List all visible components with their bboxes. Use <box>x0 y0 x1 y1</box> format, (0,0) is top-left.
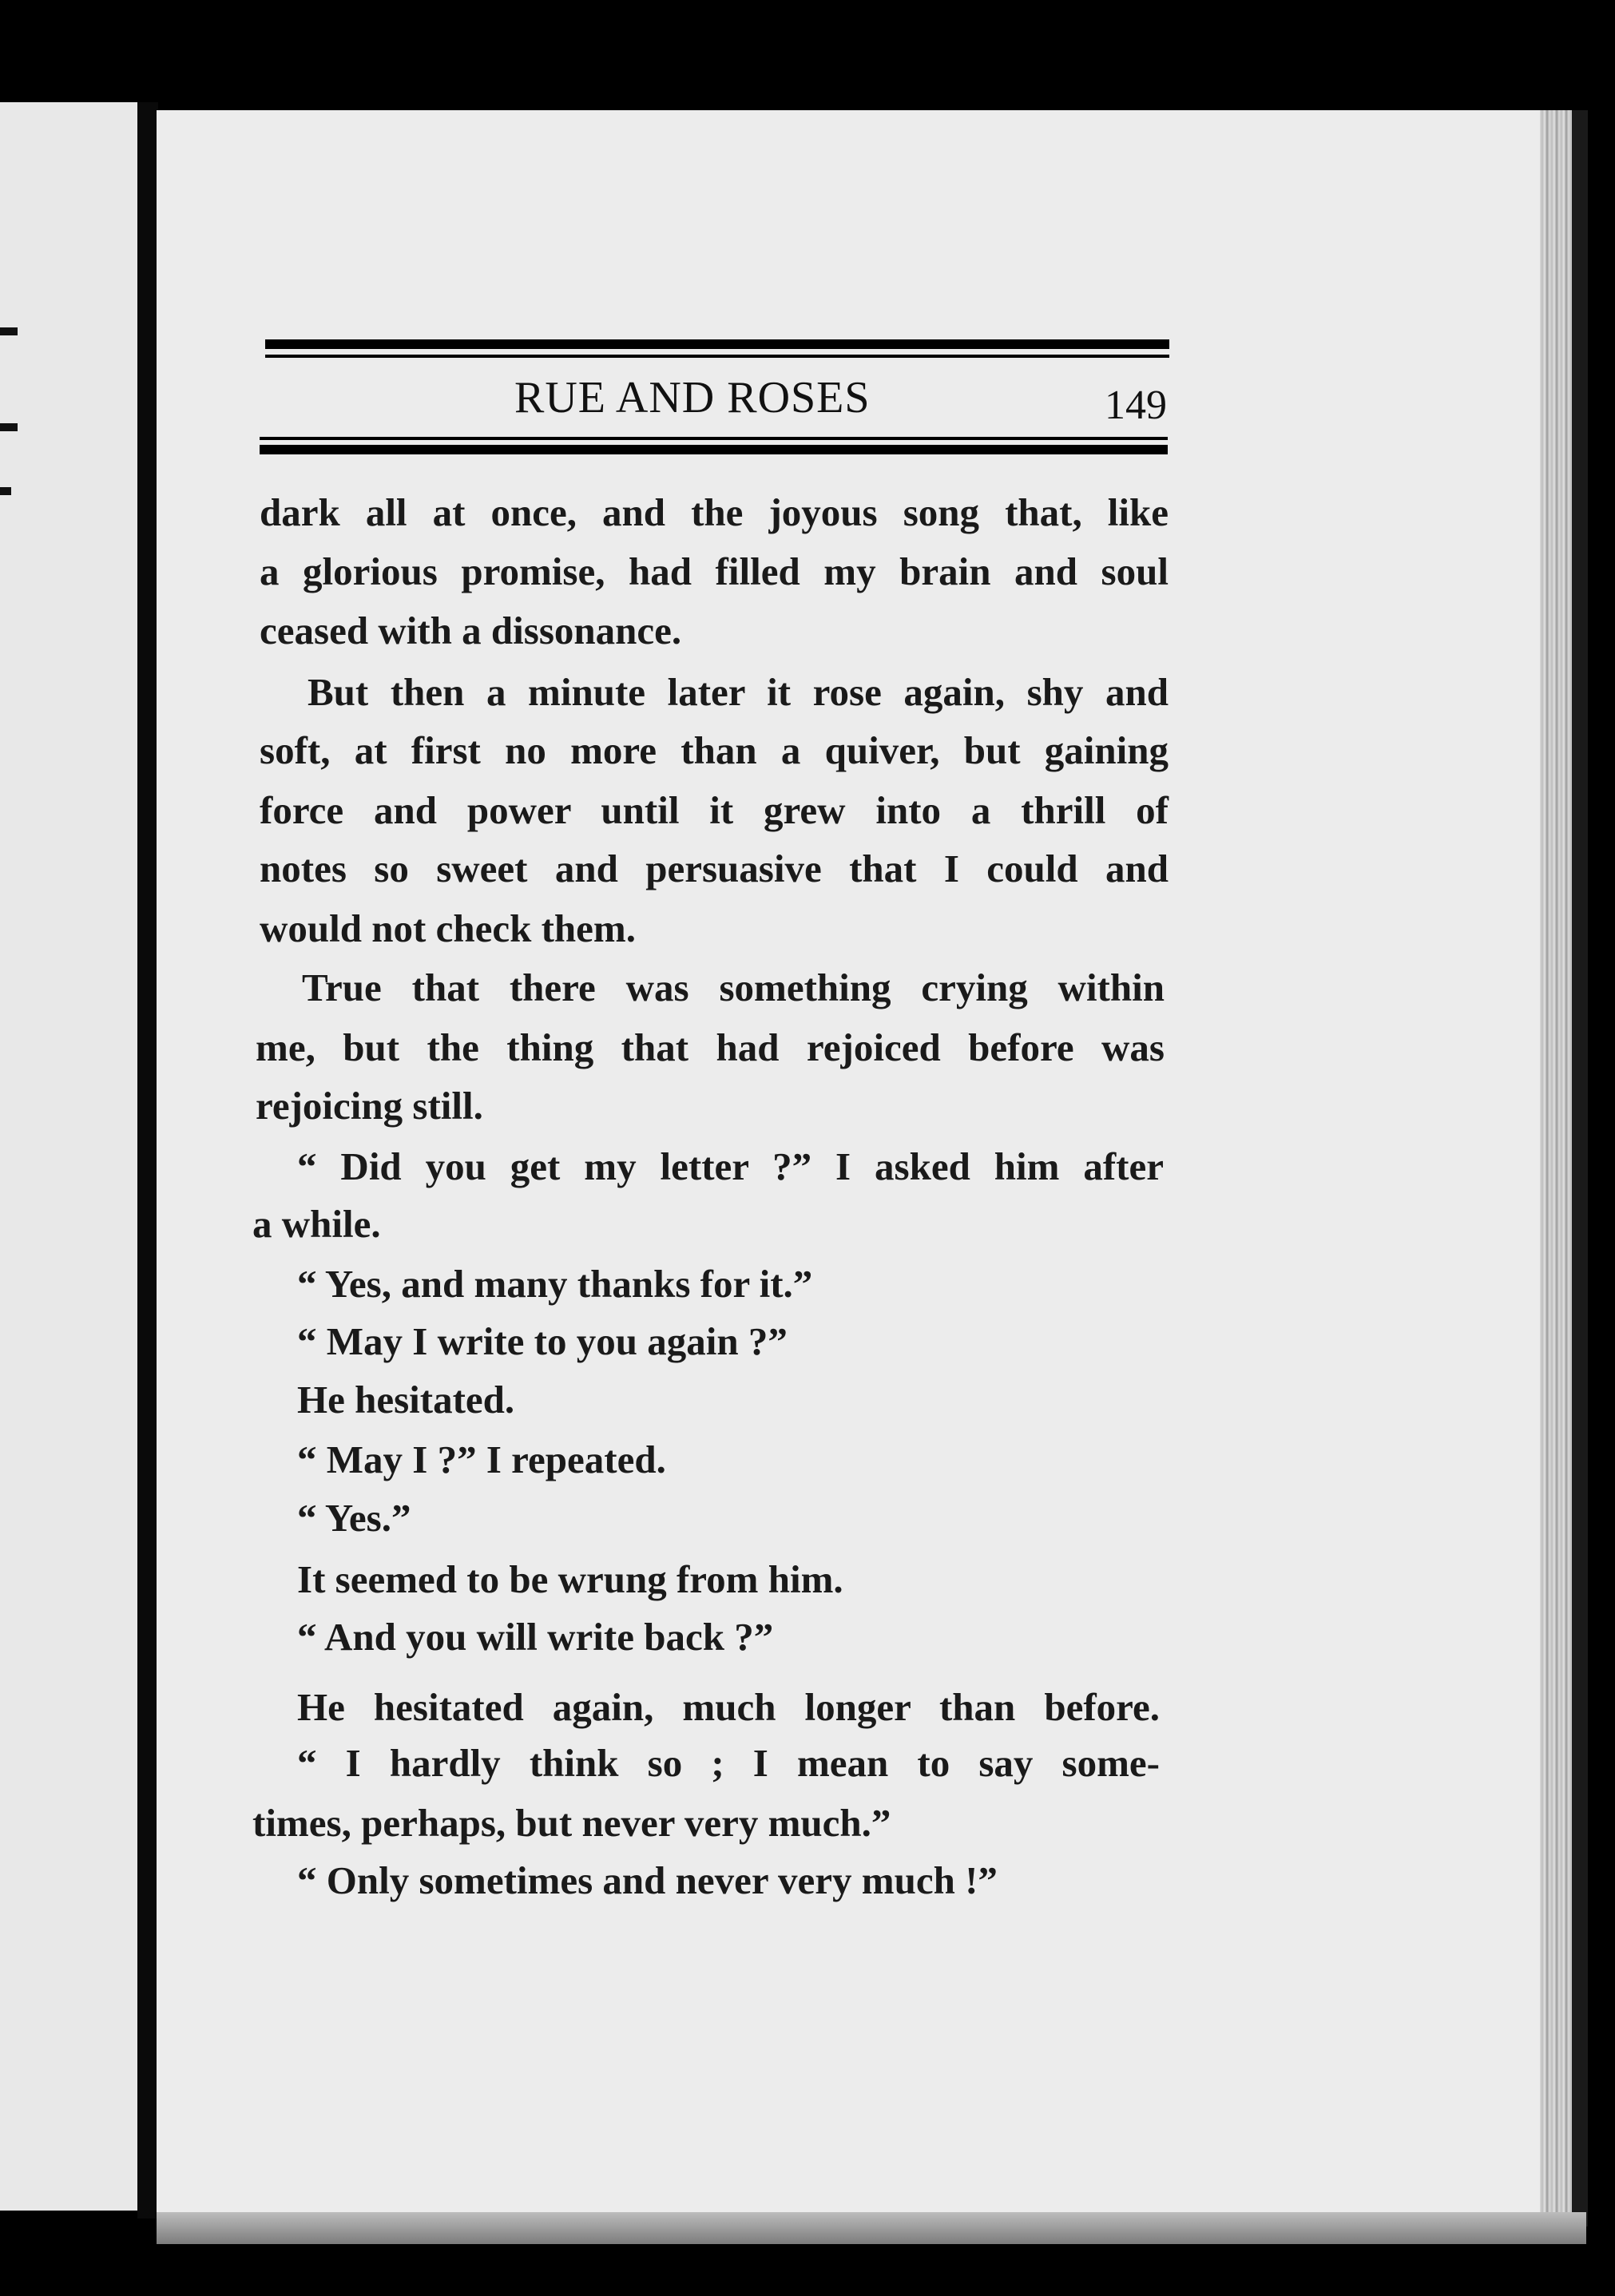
header-rule <box>265 355 1169 358</box>
header-rule <box>260 437 1168 440</box>
body-line: ceased with a dissonance. <box>260 609 682 652</box>
body-line: “ May I write to you again ?” <box>297 1319 788 1363</box>
body-line: notes so sweet and persuasive that I could and <box>260 847 1169 890</box>
body-line: “ And you will write back ?” <box>297 1615 774 1659</box>
body-line: He hesitated again, much longer than before. <box>297 1685 1160 1729</box>
header-rule <box>265 339 1169 349</box>
body-line: He hesitated. <box>297 1378 515 1422</box>
page-stack-edge <box>1540 110 1588 2227</box>
facing-page-mark <box>0 423 18 431</box>
body-line: force and power until it grew into a thrill of <box>260 788 1169 832</box>
body-line: would not check them. <box>260 906 636 950</box>
body-line: But then a minute later it rose again, shy and <box>308 670 1169 714</box>
body-line: times, perhaps, but never very much.” <box>252 1801 891 1845</box>
body-line: soft, at first no more than a quiver, but gaining <box>260 728 1169 772</box>
body-line: It seemed to be wrung from him. <box>297 1557 843 1601</box>
body-line: “ Did you get my letter ?” I asked him after <box>297 1144 1164 1188</box>
body-line: “ May I ?” I repeated. <box>297 1437 666 1481</box>
page-number: 149 <box>1105 383 1167 428</box>
page-bottom-shadow <box>157 2212 1586 2244</box>
body-line: “ Only sometimes and never very much !” <box>297 1858 998 1902</box>
facing-page-mark <box>0 327 18 335</box>
facing-page-edge <box>0 102 144 2211</box>
body-line: me, but the thing that had rejoiced before was <box>256 1025 1165 1069</box>
body-line: dark all at once, and the joyous song that, like <box>260 490 1169 534</box>
body-line: a glorious promise, had filled my brain and soul <box>260 549 1169 593</box>
book-gutter <box>137 102 158 2219</box>
body-line: “ Yes.” <box>297 1496 411 1540</box>
header-rule <box>260 445 1168 454</box>
facing-page-mark <box>0 487 11 495</box>
body-line: “ I hardly think so ; I mean to say some- <box>297 1741 1160 1785</box>
body-line: a while. <box>252 1202 381 1246</box>
body-line: rejoicing still. <box>256 1084 483 1128</box>
body-line: “ Yes, and many thanks for it.” <box>297 1262 813 1306</box>
body-line: True that there was something crying within <box>302 966 1165 1009</box>
running-title: RUE AND ROSES <box>514 373 871 422</box>
